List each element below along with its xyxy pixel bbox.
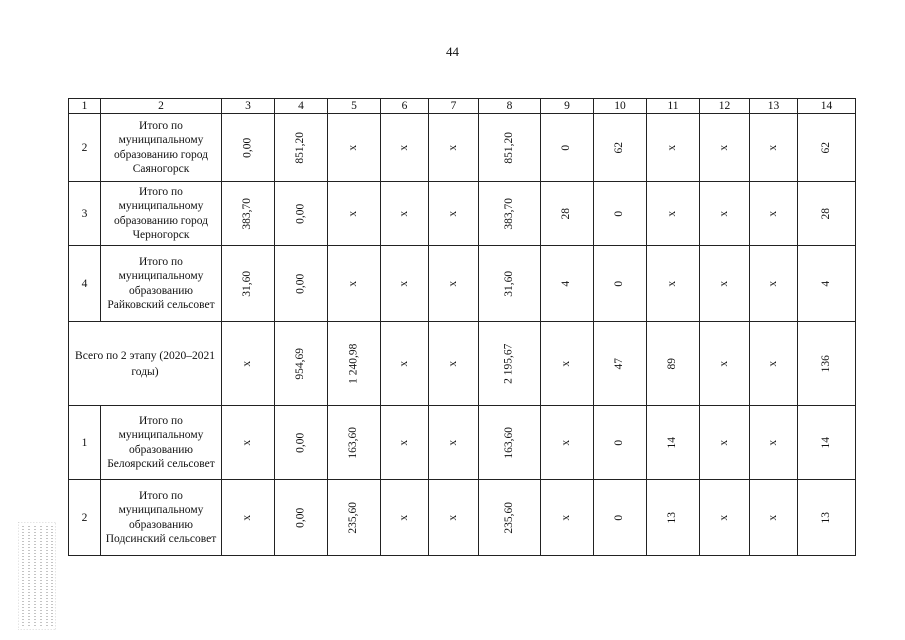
value-cell — [275, 114, 328, 182]
cell-value: 28 — [819, 208, 832, 220]
header-cell: 10 — [594, 99, 647, 114]
row-name: Итого по муниципальному образованию город Черногорск — [101, 182, 222, 246]
cell-value: 0 — [560, 145, 573, 151]
cell-value: 0 — [613, 440, 626, 446]
vertical-stamp — [18, 522, 56, 630]
cell-value: 28 — [560, 208, 573, 220]
row-number: 2 — [69, 480, 101, 556]
value-cell — [750, 322, 798, 406]
cell-value: x — [560, 361, 573, 367]
value-cell — [541, 246, 594, 322]
cell-value: x — [560, 440, 573, 446]
value-cell — [700, 480, 750, 556]
value-cell — [381, 246, 429, 322]
cell-value: 13 — [819, 512, 832, 524]
cell-value: x — [397, 515, 410, 521]
cell-value: 0 — [613, 281, 626, 287]
value-cell — [750, 480, 798, 556]
cell-value: 136 — [819, 355, 832, 373]
value-cell — [275, 480, 328, 556]
data-table — [68, 98, 856, 556]
cell-value: x — [397, 281, 410, 287]
header-cell: 6 — [381, 99, 429, 114]
cell-value: x — [446, 515, 459, 521]
header-cell: 2 — [101, 99, 222, 114]
value-cell — [594, 322, 647, 406]
value-cell — [700, 322, 750, 406]
cell-value: x — [241, 515, 254, 521]
value-cell — [647, 246, 700, 322]
cell-value: 163,60 — [502, 427, 515, 459]
total-row — [69, 322, 856, 406]
value-cell — [328, 322, 381, 406]
value-cell — [429, 182, 479, 246]
value-cell — [798, 406, 856, 480]
cell-value: x — [446, 145, 459, 151]
value-cell — [381, 406, 429, 480]
header-cell: 13 — [750, 99, 798, 114]
cell-value: x — [717, 281, 730, 287]
header-row — [69, 99, 856, 114]
cell-value: 62 — [613, 142, 626, 154]
cell-value: x — [241, 440, 254, 446]
header-cell: 1 — [69, 99, 101, 114]
row-name: Итого по муниципальному образованию Подсинский сельсовет — [101, 480, 222, 556]
value-cell — [541, 322, 594, 406]
value-cell — [594, 182, 647, 246]
value-cell — [479, 114, 541, 182]
cell-value: 1 240,98 — [347, 343, 360, 385]
value-cell — [700, 114, 750, 182]
cell-value: 954,69 — [294, 348, 307, 380]
row-number: 1 — [69, 406, 101, 480]
value-cell — [429, 114, 479, 182]
table-row — [69, 114, 856, 182]
value-cell — [275, 406, 328, 480]
cell-value: x — [766, 211, 779, 217]
cell-value: x — [347, 281, 360, 287]
value-cell — [429, 246, 479, 322]
value-cell — [647, 480, 700, 556]
value-cell — [750, 114, 798, 182]
value-cell — [381, 114, 429, 182]
value-cell — [594, 480, 647, 556]
cell-value: x — [717, 440, 730, 446]
cell-value: x — [717, 211, 730, 217]
cell-value: 0 — [613, 211, 626, 217]
cell-value: 383,70 — [241, 198, 254, 230]
cell-value: 235,60 — [502, 502, 515, 534]
value-cell — [647, 114, 700, 182]
value-cell — [479, 246, 541, 322]
cell-value: 0,00 — [241, 137, 254, 159]
value-cell — [647, 182, 700, 246]
cell-value: x — [446, 281, 459, 287]
value-cell — [798, 480, 856, 556]
value-cell — [328, 182, 381, 246]
value-cell — [541, 182, 594, 246]
table-row — [69, 182, 856, 246]
cell-value: 47 — [613, 358, 626, 370]
cell-value: x — [766, 281, 779, 287]
value-cell — [328, 406, 381, 480]
row-number: 4 — [69, 246, 101, 322]
cell-value: 0,00 — [294, 273, 307, 295]
value-cell — [479, 322, 541, 406]
value-cell — [700, 406, 750, 480]
cell-value: 851,20 — [294, 132, 307, 164]
cell-value: x — [666, 211, 679, 217]
header-cell: 11 — [647, 99, 700, 114]
value-cell — [750, 182, 798, 246]
header-cell: 9 — [541, 99, 594, 114]
value-cell — [750, 406, 798, 480]
cell-value: 163,60 — [347, 427, 360, 459]
cell-value: 235,60 — [347, 502, 360, 534]
cell-value: 0,00 — [294, 507, 307, 529]
header-cell: 8 — [479, 99, 541, 114]
value-cell — [594, 114, 647, 182]
value-cell — [541, 406, 594, 480]
cell-value: x — [766, 145, 779, 151]
cell-value: 14 — [666, 437, 679, 449]
value-cell — [594, 406, 647, 480]
cell-value: x — [666, 281, 679, 287]
value-cell — [798, 322, 856, 406]
header-cell: 7 — [429, 99, 479, 114]
value-cell — [381, 480, 429, 556]
value-cell — [275, 322, 328, 406]
cell-value: x — [766, 515, 779, 521]
cell-value: 14 — [819, 437, 832, 449]
value-cell — [222, 480, 275, 556]
value-cell — [798, 114, 856, 182]
cell-value: x — [347, 211, 360, 217]
cell-value: x — [446, 361, 459, 367]
value-cell — [594, 246, 647, 322]
value-cell — [798, 182, 856, 246]
value-cell — [429, 406, 479, 480]
value-cell — [700, 246, 750, 322]
value-cell — [381, 322, 429, 406]
cell-value: x — [397, 440, 410, 446]
header-cell: 5 — [328, 99, 381, 114]
cell-value: x — [717, 145, 730, 151]
table-row — [69, 406, 856, 480]
value-cell — [222, 406, 275, 480]
cell-value: 0,00 — [294, 432, 307, 454]
value-cell — [222, 246, 275, 322]
value-cell — [647, 406, 700, 480]
cell-value: 89 — [666, 358, 679, 370]
page-number: 44 — [446, 44, 459, 59]
cell-value: x — [666, 145, 679, 151]
cell-value: 13 — [666, 512, 679, 524]
value-cell — [429, 322, 479, 406]
value-cell — [222, 182, 275, 246]
row-number: 2 — [69, 114, 101, 182]
cell-value: 2 195,67 — [502, 343, 515, 385]
row-name: Итого по муниципальному образованию город Саяногорск — [101, 114, 222, 182]
row-name: Итого по муниципальному образованию Райковский сельсовет — [101, 246, 222, 322]
cell-value: 62 — [819, 142, 832, 154]
cell-value: 0,00 — [294, 203, 307, 225]
cell-value: x — [717, 515, 730, 521]
value-cell — [222, 114, 275, 182]
table-row — [69, 480, 856, 556]
cell-value: x — [717, 361, 730, 367]
cell-value: x — [560, 515, 573, 521]
header-cell: 3 — [222, 99, 275, 114]
cell-value: x — [446, 440, 459, 446]
cell-value: 0 — [613, 515, 626, 521]
value-cell — [750, 246, 798, 322]
cell-value: 383,70 — [502, 198, 515, 230]
value-cell — [798, 246, 856, 322]
value-cell — [275, 182, 328, 246]
cell-value: 31,60 — [241, 271, 254, 297]
value-cell — [479, 182, 541, 246]
cell-value: 4 — [560, 281, 573, 287]
value-cell — [275, 246, 328, 322]
value-cell — [328, 114, 381, 182]
value-cell — [328, 480, 381, 556]
cell-value: x — [241, 361, 254, 367]
total-label: Всего по 2 этапу (2020–2021 годы) — [69, 322, 222, 406]
row-name: Итого по муниципальному образованию Белоярский сельсовет — [101, 406, 222, 480]
value-cell — [222, 322, 275, 406]
value-cell — [541, 480, 594, 556]
table-row — [69, 246, 856, 322]
cell-value: x — [397, 361, 410, 367]
header-cell: 12 — [700, 99, 750, 114]
cell-value: x — [347, 145, 360, 151]
value-cell — [647, 322, 700, 406]
cell-value: 4 — [819, 281, 832, 287]
header-cell: 14 — [798, 99, 856, 114]
cell-value: x — [397, 145, 410, 151]
cell-value: x — [766, 361, 779, 367]
header-cell: 4 — [275, 99, 328, 114]
value-cell — [479, 480, 541, 556]
value-cell — [541, 114, 594, 182]
value-cell — [479, 406, 541, 480]
cell-value: 851,20 — [502, 132, 515, 164]
cell-value: x — [397, 211, 410, 217]
value-cell — [429, 480, 479, 556]
cell-value: x — [446, 211, 459, 217]
cell-value: x — [766, 440, 779, 446]
value-cell — [700, 182, 750, 246]
cell-value: 31,60 — [502, 271, 515, 297]
value-cell — [381, 182, 429, 246]
value-cell — [328, 246, 381, 322]
row-number: 3 — [69, 182, 101, 246]
